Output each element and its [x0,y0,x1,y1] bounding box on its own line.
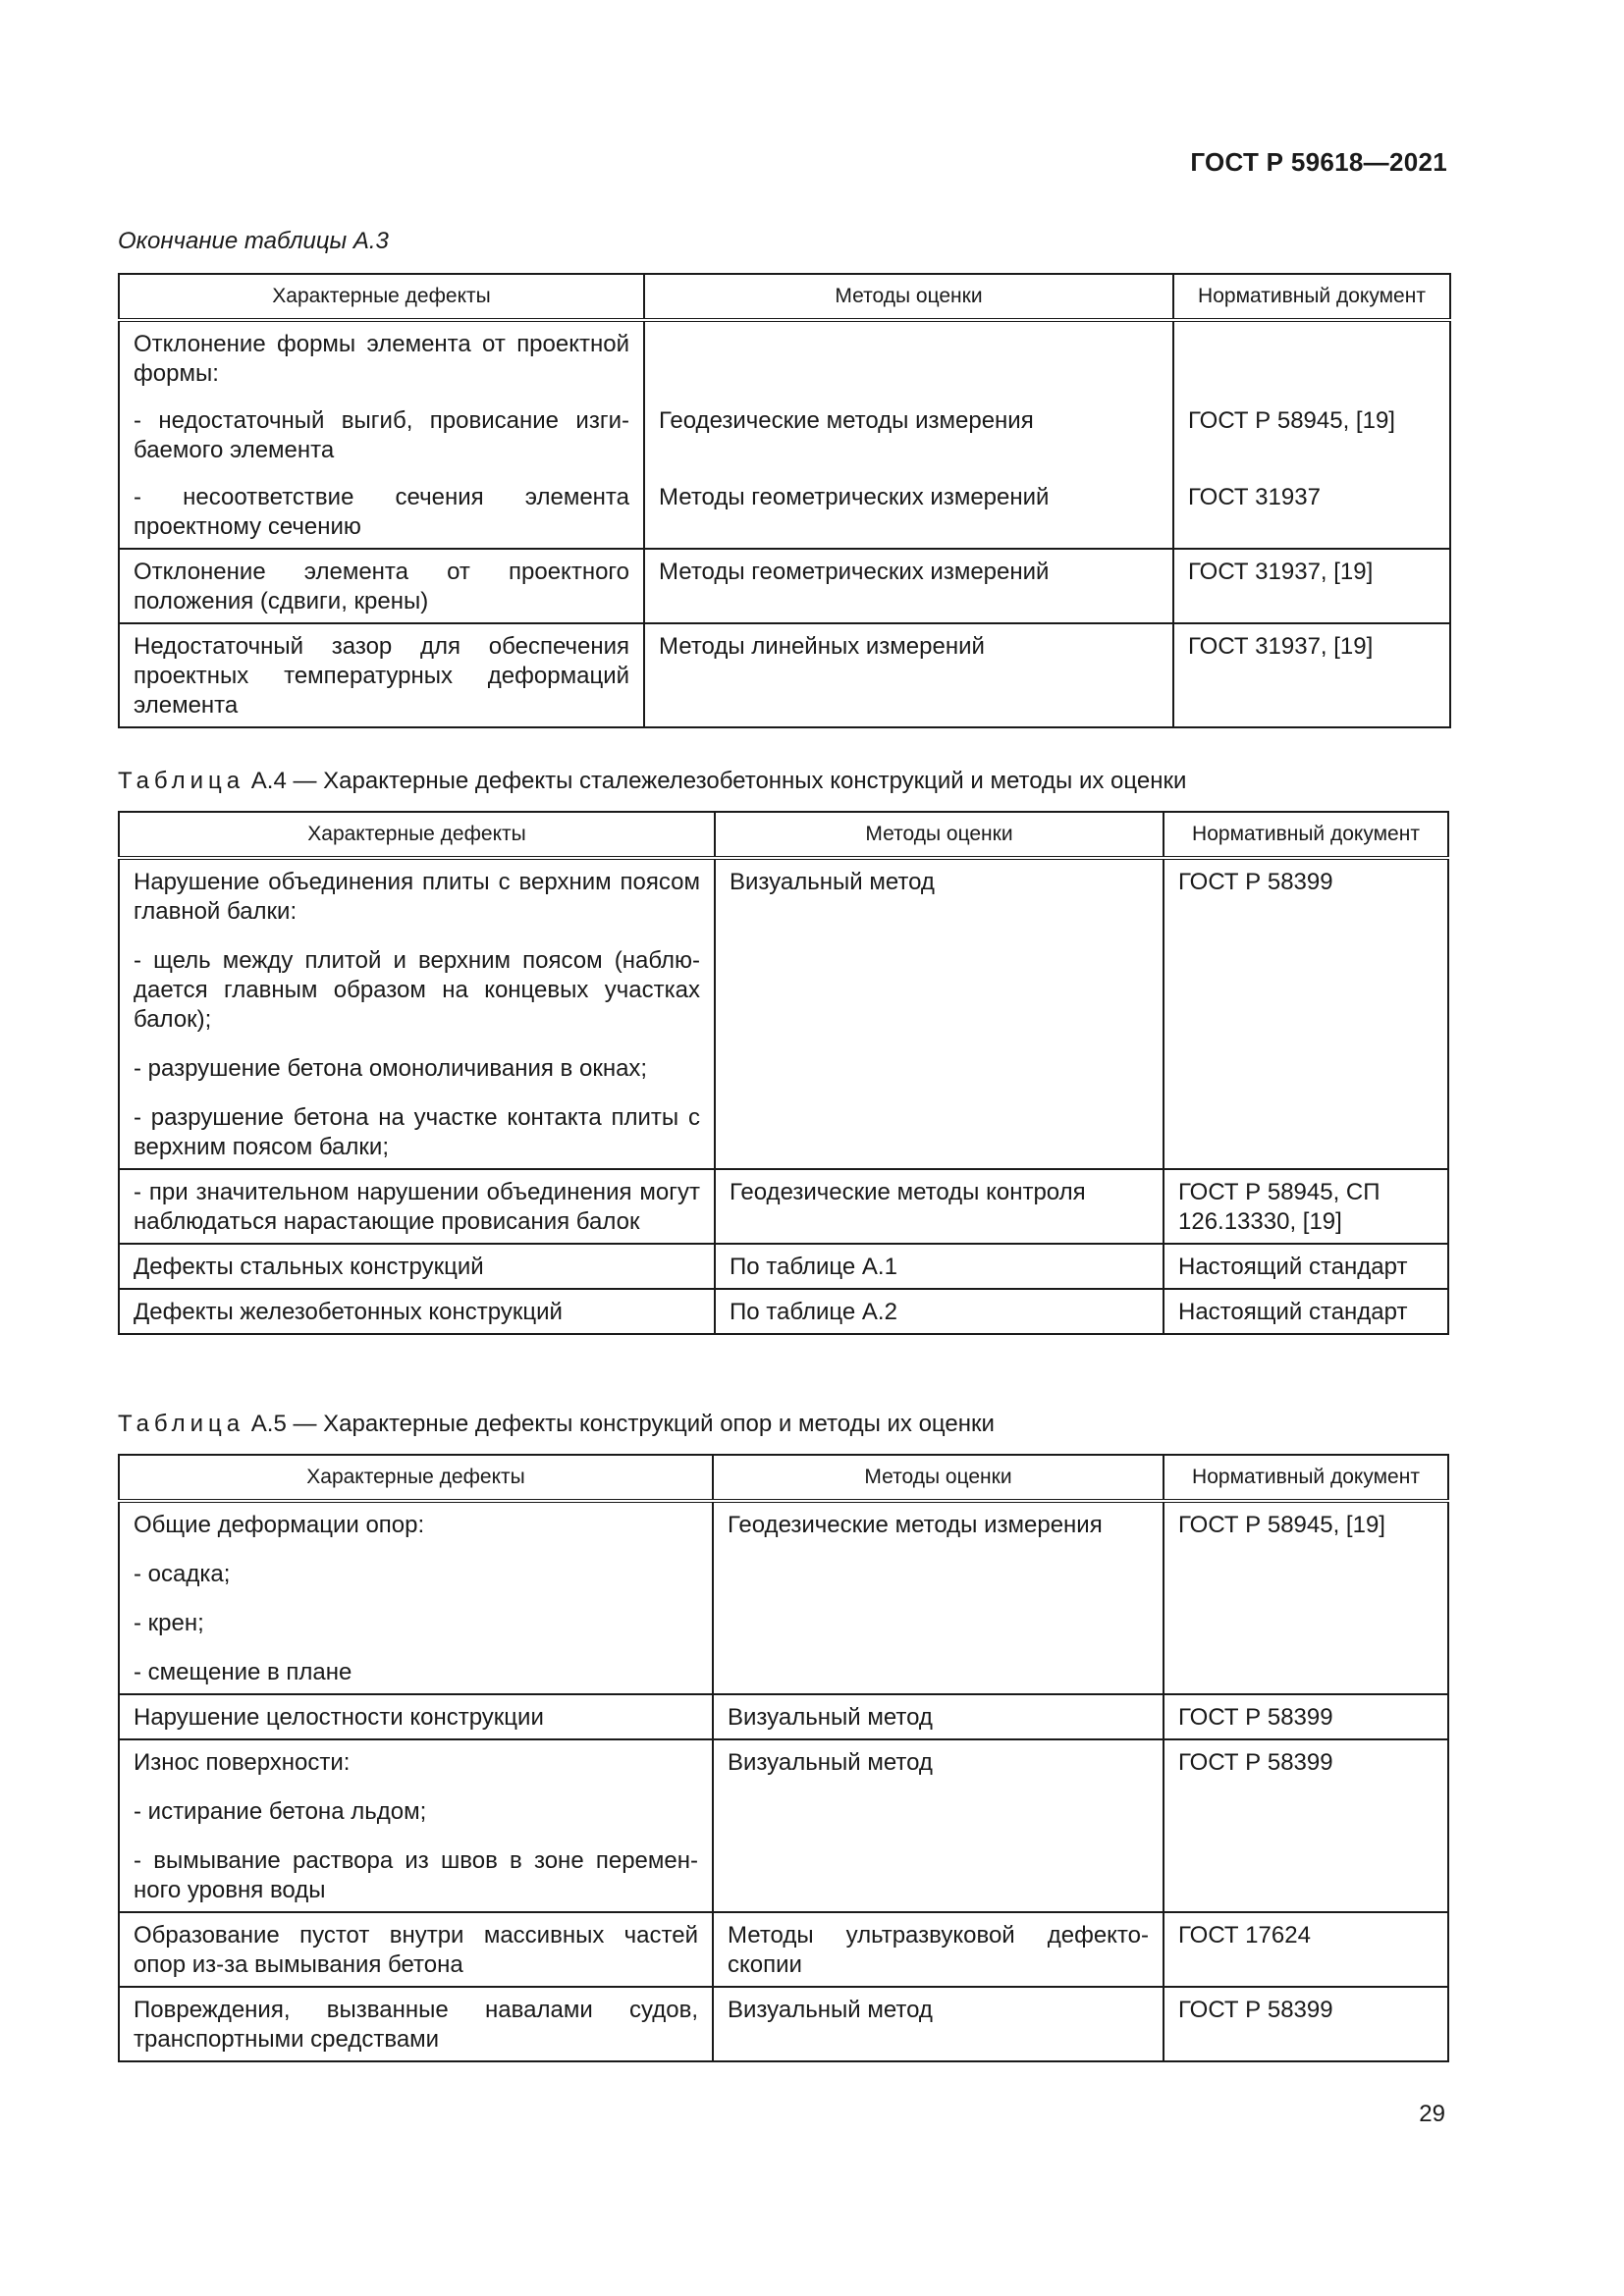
document-code: ГОСТ Р 59618—2021 [1190,147,1447,177]
page-number: 29 [1419,2101,1445,2127]
col-header-defects: Характерные дефекты [119,274,644,320]
defect-cell [119,858,715,1169]
defect-cell: - недостаточный выгиб, провисание изги-баемого элемента [119,395,644,471]
table-row [119,1169,1448,1244]
method-cell: Геодезические методы контроля [715,1169,1164,1244]
table-row [119,1912,1448,1987]
col-header-methods: Методы оценки [715,812,1164,858]
doc-cell: ГОСТ Р 58399 [1164,1739,1448,1912]
table-row [119,320,1450,395]
table-a4-caption-word: Таблица [118,768,245,794]
table-row [119,1987,1448,2061]
doc-cell: ГОСТ 17624 [1164,1912,1448,1987]
defect-line: Нарушение объединения плиты с верхним поясом главной балки: [134,869,700,925]
defect-cell: Дефекты стальных конструкций [119,1244,715,1289]
defect-cell: Повреждения, вызванные навалами судов, транспортными средствами [119,1987,713,2061]
table-a5 [118,1454,1449,2062]
col-header-methods: Методы оценки [644,274,1173,320]
table-a5-caption-word: Таблица [118,1411,245,1437]
method-cell: Методы линейных измерений [644,623,1173,727]
defect-cell: Нарушение целостности конструкции [119,1694,713,1739]
defect-cell [119,1739,713,1912]
doc-cell: ГОСТ 31937, [19] [1173,549,1450,623]
method-cell: Методы геометрических измерений [644,549,1173,623]
defect-cell: Дефекты железобетонных конструкций [119,1289,715,1334]
method-cell: Геодезические методы измерения [713,1501,1164,1694]
doc-cell: ГОСТ Р 58399 [1164,1694,1448,1739]
table-a5-caption-text: А.5 — Характерные дефекты конструкций опор и методы их оценки [250,1411,995,1437]
table-row [119,471,1450,549]
method-cell: По таблице А.2 [715,1289,1164,1334]
doc-cell: Настоящий стандарт [1164,1289,1448,1334]
defect-line: - вымывание раствора из швов в зоне перемен-ного уровня воды [134,1847,698,1903]
defect-line: - смещение в плане [134,1659,352,1685]
table-a5-caption [118,1411,995,1438]
table-a4 [118,811,1449,1335]
table-a4-caption-text: А.4 — Характерные дефекты сталежелезобетонных конструкций и методы их оценки [250,768,1187,794]
defect-cell: Отклонение элемента от проектного положения (сдвиги, крены) [119,549,644,623]
doc-cell: ГОСТ Р 58945, СП 126.13330, [19] [1164,1169,1448,1244]
defect-line: - разрушение бетона на участке контакта плиты с верхним поясом балки; [134,1104,700,1160]
table-row [119,858,1448,1169]
doc-cell: ГОСТ 31937 [1173,471,1450,549]
method-cell: Визуальный метод [715,858,1164,1169]
table-row [119,1244,1448,1289]
table-row [119,1501,1448,1694]
doc-cell [1173,320,1450,395]
doc-cell: ГОСТ Р 58945, [19] [1173,395,1450,471]
defect-line: Износ поверхности: [134,1749,351,1776]
defect-line: - осадка; [134,1561,231,1587]
defect-line: - щель между плитой и верхним поясом (наблю-дается главным образом на концевых участках балок); [134,947,700,1033]
defect-line: - крен; [134,1610,204,1636]
defect-line: - истирание бетона льдом; [134,1798,427,1825]
defect-cell [119,1501,713,1694]
col-header-docs: Нормативный документ [1164,1455,1448,1501]
table-a3 [118,273,1451,728]
table-row [119,1289,1448,1334]
method-cell: Методы геометрических измерений [644,471,1173,549]
method-cell: По таблице А.1 [715,1244,1164,1289]
defect-cell: Образование пустот внутри массивных частей опор из-за вымывания бетона [119,1912,713,1987]
defect-cell: Недостаточный зазор для обеспечения проектных температурных деформаций элемента [119,623,644,727]
defect-line: Общие деформации опор: [134,1512,425,1538]
doc-cell: ГОСТ 31937, [19] [1173,623,1450,727]
doc-cell: ГОСТ Р 58399 [1164,1987,1448,2061]
col-header-docs: Нормативный документ [1164,812,1448,858]
doc-cell: ГОСТ Р 58945, [19] [1164,1501,1448,1694]
doc-cell: Настоящий стандарт [1164,1244,1448,1289]
defect-cell: - при значительном нарушении объединения могут наблюдаться нарастающие провисания балок [119,1169,715,1244]
table-row [119,395,1450,471]
method-cell: Визуальный метод [713,1694,1164,1739]
defect-cell: - несоответствие сечения элемента проектному сечению [119,471,644,549]
defect-line: - разрушение бетона омоноличивания в окнах; [134,1055,648,1082]
table-row [119,623,1450,727]
table-row [119,1739,1448,1912]
table-a4-caption [118,768,1186,795]
col-header-defects: Характерные дефекты [119,812,715,858]
method-cell [644,320,1173,395]
col-header-defects: Характерные дефекты [119,1455,713,1501]
defect-cell: Отклонение формы элемента от проектной формы: [119,320,644,395]
table-row [119,1694,1448,1739]
method-cell: Методы ультразвуковой дефекто-скопии [713,1912,1164,1987]
method-cell: Геодезические методы измерения [644,395,1173,471]
table-row [119,549,1450,623]
col-header-methods: Методы оценки [713,1455,1164,1501]
col-header-docs: Нормативный документ [1173,274,1450,320]
method-cell: Визуальный метод [713,1987,1164,2061]
method-cell: Визуальный метод [713,1739,1164,1912]
table-a3-caption: Окончание таблицы А.3 [118,228,389,254]
doc-cell: ГОСТ Р 58399 [1164,858,1448,1169]
